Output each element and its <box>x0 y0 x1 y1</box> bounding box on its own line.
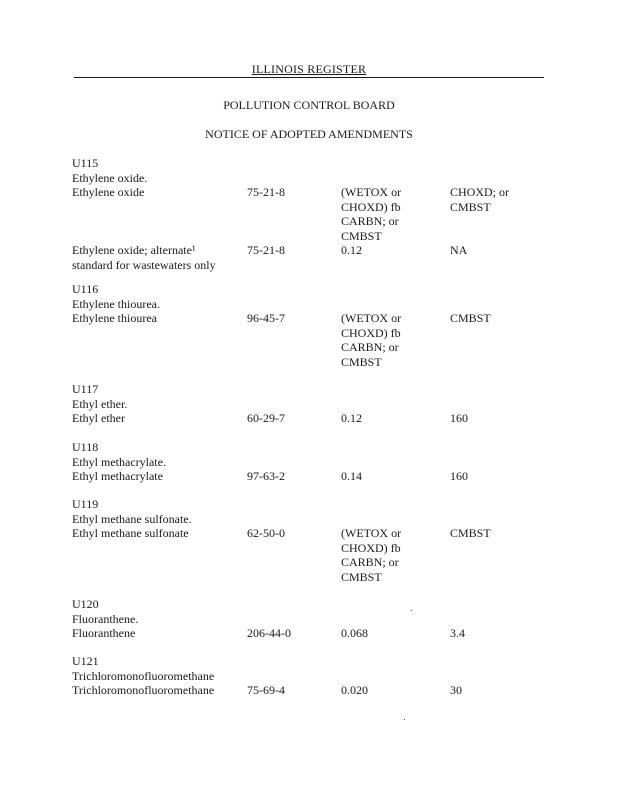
constituent-name: Ethyl methane sulfonate <box>72 526 189 540</box>
board-name: POLLUTION CONTROL BOARD <box>223 98 395 112</box>
table-row <box>72 185 552 243</box>
nonwastewater-standard: CMBST <box>450 311 491 325</box>
wastewater-line: CHOXD) fb <box>341 540 401 555</box>
constituent-name: Ethylene oxide <box>72 185 145 199</box>
header-rule <box>74 77 544 78</box>
cas-number: 75-21-8 <box>247 243 285 257</box>
cas-number: 75-69-4 <box>247 683 285 697</box>
waste-name: Ethylene oxide. <box>72 170 148 185</box>
table-row <box>72 683 552 698</box>
register-title: ILLINOIS REGISTER <box>251 62 367 76</box>
entry-u121 <box>72 654 552 698</box>
wastewater-standard <box>341 311 401 369</box>
entry-u115 <box>72 156 552 272</box>
nonwastewater-line: CMBST <box>450 199 491 214</box>
nonwastewater-standard: 160 <box>450 411 468 425</box>
waste-name: Fluoranthene. <box>72 611 139 626</box>
table-row <box>72 243 552 272</box>
constituent-name: Ethyl methacrylate <box>72 469 163 483</box>
waste-name: Ethylene thiourea. <box>72 296 160 311</box>
wastewater-standard: 0.020 <box>341 683 368 697</box>
nonwastewater-standard <box>450 185 509 214</box>
wastewater-line: CMBST <box>341 228 382 243</box>
constituent-name: Fluoranthene <box>72 626 136 640</box>
entry-u117 <box>72 382 552 426</box>
wastewater-standard: 0.12 <box>341 411 362 425</box>
wastewater-standard <box>341 526 401 584</box>
wastewater-standard: 0.14 <box>341 469 362 483</box>
waste-code: U115 <box>72 156 99 170</box>
wastewater-line: CHOXD) fb <box>341 325 401 340</box>
waste-name: Ethyl methane sulfonate. <box>72 511 192 526</box>
notice-title: NOTICE OF ADOPTED AMENDMENTS <box>205 127 413 141</box>
constituent-line: Ethylene oxide; alternate¹ <box>72 243 196 257</box>
wastewater-line: CHOXD) fb <box>341 199 401 214</box>
constituent-name: Ethylene thiourea <box>72 311 157 325</box>
constituent-line: standard for wastewaters only <box>72 257 216 272</box>
entry-u120 <box>72 597 552 641</box>
entry-u116 <box>72 282 552 369</box>
table-row <box>72 626 552 641</box>
constituent-name <box>72 243 216 272</box>
table-row <box>72 411 552 426</box>
wastewater-line: CMBST <box>341 569 382 584</box>
register-header <box>74 62 544 78</box>
waste-name: Trichloromonofluoromethane <box>72 668 215 683</box>
cas-number: 96-45-7 <box>247 311 285 325</box>
nonwastewater-line: CHOXD; or <box>450 185 509 199</box>
cas-number: 75-21-8 <box>247 185 285 199</box>
table-row <box>72 526 552 584</box>
nonwastewater-standard: NA <box>450 243 468 257</box>
wastewater-line: (WETOX or <box>341 311 402 325</box>
wastewater-standard <box>341 185 401 243</box>
nonwastewater-standard: CMBST <box>450 526 491 540</box>
cas-number: 60-29-7 <box>247 411 285 425</box>
waste-code: U116 <box>72 282 99 296</box>
wastewater-line: CARBN; or <box>341 340 399 354</box>
entry-u119 <box>72 497 552 584</box>
wastewater-line: CMBST <box>341 354 382 369</box>
waste-code: U121 <box>72 654 99 668</box>
cas-number: 62-50-0 <box>247 526 285 540</box>
waste-code: U120 <box>72 597 99 611</box>
wastewater-line: CARBN; or <box>341 214 399 228</box>
wastewater-standard: 0.12 <box>341 243 362 257</box>
entry-u118 <box>72 440 552 484</box>
waste-name: Ethyl ether. <box>72 396 128 411</box>
wastewater-line: (WETOX or <box>341 185 402 199</box>
table-row <box>72 469 552 484</box>
waste-code: U119 <box>72 497 99 511</box>
nonwastewater-standard: 30 <box>450 683 462 697</box>
constituent-name: Ethyl ether <box>72 411 125 425</box>
cas-number: 206-44-0 <box>247 626 291 640</box>
nonwastewater-standard: 160 <box>450 469 468 483</box>
table-row <box>72 311 552 369</box>
nonwastewater-standard: 3.4 <box>450 626 465 640</box>
constituent-name: Trichloromonofluoromethane <box>72 683 215 697</box>
cas-number: 97-63-2 <box>247 469 285 483</box>
scan-speck <box>411 610 412 611</box>
wastewater-standard: 0.068 <box>341 626 368 640</box>
waste-name: Ethyl methacrylate. <box>72 454 166 469</box>
scan-speck <box>404 719 405 720</box>
waste-code: U117 <box>72 382 99 396</box>
wastewater-line: (WETOX or <box>341 526 402 540</box>
wastewater-line: CARBN; or <box>341 555 399 569</box>
waste-code: U118 <box>72 440 99 454</box>
